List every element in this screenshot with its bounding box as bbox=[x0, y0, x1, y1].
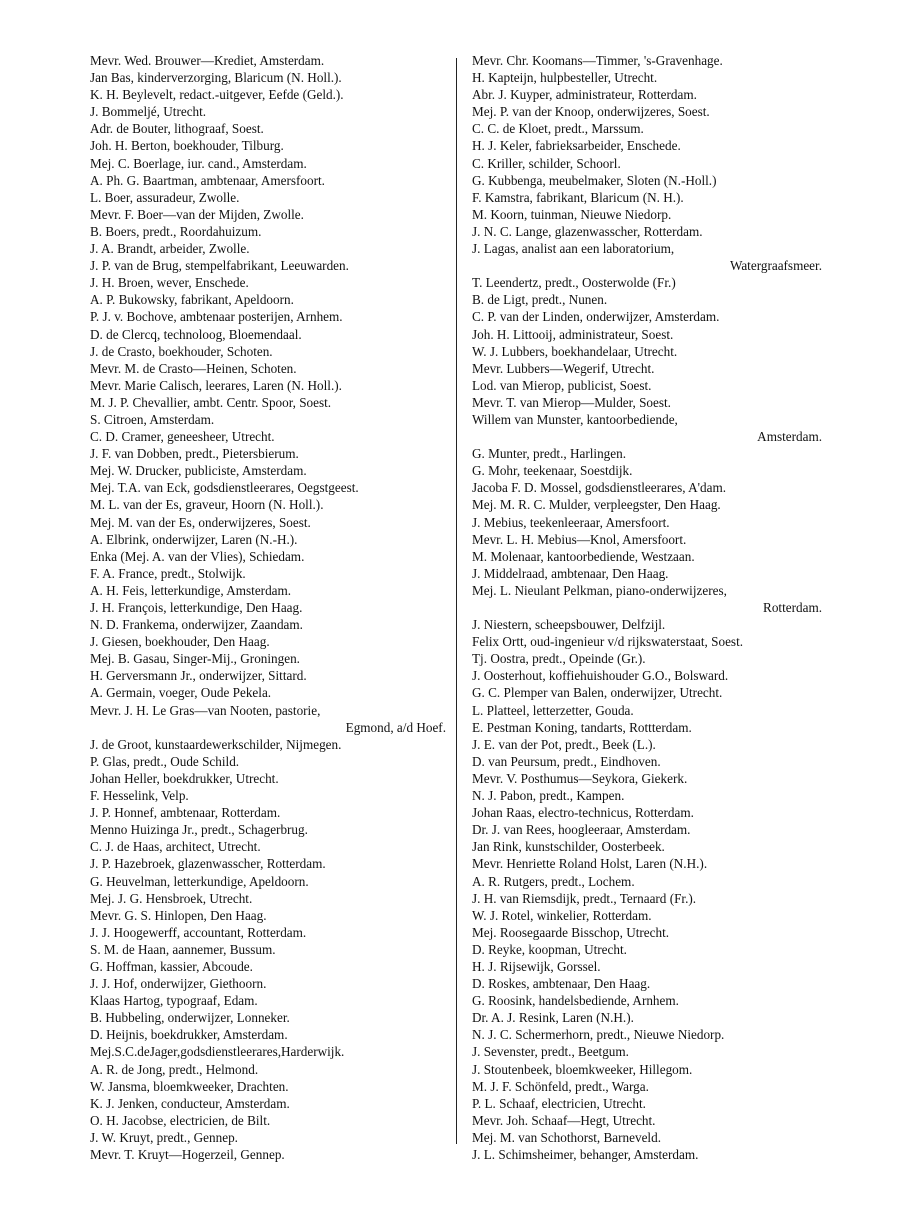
list-entry: Jan Bas, kinderverzorging, Blaricum (N. Holl.). bbox=[90, 70, 342, 86]
list-entry: Enka (Mej. A. van der Vlies), Schiedam. bbox=[90, 548, 305, 564]
list-entry: Mevr. Chr. Koomans—Timmer, 's-Gravenhage. bbox=[472, 53, 723, 68]
list-entry: J. F. van Dobben, predt., Pietersbierum. bbox=[90, 446, 299, 462]
list-entry: J. E. van der Pot, predt., Beek (L.). bbox=[472, 736, 656, 752]
list-entry: Mej.S.C.deJager,godsdienstleerares,Harderwijk. bbox=[90, 1044, 345, 1060]
list-entry: J. Stoutenbeek, bloemkweeker, Hillegom. bbox=[472, 1061, 693, 1077]
list-entry: L. Platteel, letterzetter, Gouda. bbox=[472, 702, 634, 718]
list-entry: D. Heijnis, boekdrukker, Amsterdam. bbox=[90, 1027, 288, 1043]
list-entry: G. C. Plemper van Balen, onderwijzer, Utrecht. bbox=[472, 685, 723, 701]
list-entry: H. J. Keler, fabrieksarbeider, Enschede. bbox=[472, 138, 681, 154]
list-entry: C. D. Cramer, geneesheer, Utrecht. bbox=[90, 429, 275, 445]
list-entry: L. Boer, assuradeur, Zwolle. bbox=[90, 189, 240, 205]
list-entry: Mej. M. van der Es, onderwijzeres, Soest. bbox=[90, 514, 311, 530]
list-entry: Mevr. F. Boer—van der Mijden, Zwolle. bbox=[90, 206, 304, 222]
list-entry: T. Leendertz, predt., Oosterwolde (Fr.) bbox=[472, 275, 676, 291]
list-entry: D. de Clercq, technoloog, Bloemendaal. bbox=[90, 326, 302, 342]
list-entry: J. Lagas, analist aan een laboratorium, bbox=[472, 241, 675, 257]
list-entry: Mej. L. Nieulant Pelkman, piano-onderwijzeres, bbox=[472, 582, 727, 598]
list-entry: Joh. H. Berton, boekhouder, Tilburg. bbox=[90, 138, 284, 154]
list-entry: Mevr. Joh. Schaaf—Hegt, Utrecht. bbox=[472, 1112, 656, 1128]
list-entry: M. L. van der Es, graveur, Hoorn (N. Holl.). bbox=[90, 497, 324, 513]
list-entry: Mevr. Wed. Brouwer—Krediet, Amsterdam. bbox=[90, 53, 325, 68]
list-entry: W. Jansma, bloemkweeker, Drachten. bbox=[90, 1078, 289, 1094]
list-entry: J. J. Hoogewerff, accountant, Rotterdam. bbox=[90, 924, 307, 940]
list-entry: W. J. Lubbers, boekhandelaar, Utrecht. bbox=[472, 343, 678, 359]
list-entry: J. H. Broen, wever, Enschede. bbox=[90, 275, 249, 291]
list-entry: H. Kapteijn, hulpbesteller, Utrecht. bbox=[472, 70, 658, 86]
list-entry: C. P. van der Linden, onderwijzer, Amsterdam. bbox=[472, 309, 720, 325]
list-entry: M. Koorn, tuinman, Nieuwe Niedorp. bbox=[472, 206, 672, 222]
list-entry: Dr. J. van Rees, hoogleeraar, Amsterdam. bbox=[472, 822, 691, 838]
list-entry: Mevr. T. van Mierop—Mulder, Soest. bbox=[472, 394, 671, 410]
list-entry: N. J. Pabon, predt., Kampen. bbox=[472, 788, 625, 804]
list-entry: F. Kamstra, fabrikant, Blaricum (N. H.). bbox=[472, 189, 684, 205]
list-entry: Mevr. L. H. Mebius—Knol, Amersfoort. bbox=[472, 531, 687, 547]
left-column bbox=[90, 52, 446, 1163]
list-entry: Menno Huizinga Jr., predt., Schagerbrug. bbox=[90, 822, 308, 838]
list-entry: M. J. P. Chevallier, ambt. Centr. Spoor, Soest. bbox=[90, 394, 332, 410]
list-entry: D. Roskes, ambtenaar, Den Haag. bbox=[472, 976, 651, 992]
list-entry: Mevr. Lubbers—Wegerif, Utrecht. bbox=[472, 360, 655, 376]
list-entry: N. J. C. Schermerhorn, predt., Nieuwe Niedorp. bbox=[472, 1027, 725, 1043]
list-entry: P. L. Schaaf, electricien, Utrecht. bbox=[472, 1095, 646, 1111]
list-entry: G. Mohr, teekenaar, Soestdijk. bbox=[472, 463, 633, 479]
list-entry: A. R. Rutgers, predt., Lochem. bbox=[472, 873, 635, 889]
list-entry: M. J. F. Schönfeld, predt., Warga. bbox=[472, 1078, 649, 1094]
list-entry: J. H. van Riemsdijk, predt., Ternaard (Fr.). bbox=[472, 890, 697, 906]
list-entry: Mevr. V. Posthumus—Seykora, Giekerk. bbox=[472, 770, 688, 786]
list-entry: F. A. France, predt., Stolwijk. bbox=[90, 565, 246, 581]
list-entry: J. Sevenster, predt., Beetgum. bbox=[472, 1044, 629, 1060]
list-entry: Jan Rink, kunstschilder, Oosterbeek. bbox=[472, 839, 665, 855]
list-entry: J. W. Kruyt, predt., Gennep. bbox=[90, 1129, 238, 1145]
list-entry: J. J. Hof, onderwijzer, Giethoorn. bbox=[90, 976, 267, 992]
list-entry: Joh. H. Littooij, administrateur, Soest. bbox=[472, 326, 674, 342]
list-entry: K. H. Beylevelt, redact.-uitgever, Eefde (Geld.). bbox=[90, 87, 344, 103]
list-entry: Mej. M. van Schothorst, Barneveld. bbox=[472, 1129, 661, 1145]
list-entry: Mej. T.A. van Eck, godsdienstleerares, Oegstgeest. bbox=[90, 480, 359, 496]
list-entry: G. Roosink, handelsbediende, Arnhem. bbox=[472, 993, 679, 1009]
list-entry: Mevr. Marie Calisch, leerares, Laren (N. Holl.). bbox=[90, 377, 342, 393]
list-entry: Mej. M. R. C. Mulder, verpleegster, Den Haag. bbox=[472, 497, 721, 513]
list-entry: N. D. Frankema, onderwijzer, Zaandam. bbox=[90, 617, 303, 633]
list-entry: C. Kriller, schilder, Schoorl. bbox=[472, 155, 621, 171]
list-entry: W. J. Rotel, winkelier, Rotterdam. bbox=[472, 907, 652, 923]
list-entry: B. Boers, predt., Roordahuizum. bbox=[90, 223, 262, 239]
list-entry: B. Hubbeling, onderwijzer, Lonneker. bbox=[90, 1010, 290, 1026]
list-entry: Amsterdam. bbox=[757, 429, 822, 445]
list-entry: Mevr. G. S. Hinlopen, Den Haag. bbox=[90, 907, 267, 923]
list-entry: A. H. Feis, letterkundige, Amsterdam. bbox=[90, 582, 292, 598]
list-entry: Egmond, a/d Hoef. bbox=[345, 719, 446, 735]
list-entry: M. Molenaar, kantoorbediende, Westzaan. bbox=[472, 548, 695, 564]
list-entry: G. Kubbenga, meubelmaker, Sloten (N.-Holl.) bbox=[472, 172, 717, 188]
list-entry: Jacoba F. D. Mossel, godsdienstleerares, A'dam. bbox=[472, 480, 727, 496]
list-entry: A. Elbrink, onderwijzer, Laren (N.-H.). bbox=[90, 531, 298, 547]
list-entry: J. N. C. Lange, glazenwasscher, Rotterdam. bbox=[472, 223, 703, 239]
list-entry: Mej. Roosegaarde Bisschop, Utrecht. bbox=[472, 924, 670, 940]
list-entry: J. Niestern, scheepsbouwer, Delfzijl. bbox=[472, 617, 666, 633]
list-entry: P. Glas, predt., Oude Schild. bbox=[90, 753, 240, 769]
list-entry: A. Germain, voeger, Oude Pekela. bbox=[90, 685, 272, 701]
list-entry: Abr. J. Kuyper, administrateur, Rotterdam. bbox=[472, 87, 697, 103]
list-entry: Adr. de Bouter, lithograaf, Soest. bbox=[90, 121, 264, 137]
list-entry: Mevr. M. de Crasto—Heinen, Schoten. bbox=[90, 360, 297, 376]
list-entry: Mevr. J. H. Le Gras—van Nooten, pastorie, bbox=[90, 702, 321, 718]
list-entry: J. L. Schimsheimer, behanger, Amsterdam. bbox=[472, 1147, 699, 1162]
list-entry: G. Munter, predt., Harlingen. bbox=[472, 446, 627, 462]
list-entry: G. Hoffman, kassier, Abcoude. bbox=[90, 958, 253, 974]
list-entry: J. Middelraad, ambtenaar, Den Haag. bbox=[472, 565, 669, 581]
list-entry: O. H. Jacobse, electricien, de Bilt. bbox=[90, 1112, 271, 1128]
list-entry: A. P. Bukowsky, fabrikant, Apeldoorn. bbox=[90, 292, 294, 308]
list-entry: H. J. Rijsewijk, Gorssel. bbox=[472, 958, 601, 974]
list-entry: D. van Peursum, predt., Eindhoven. bbox=[472, 753, 661, 769]
list-entry: Dr. A. J. Resink, Laren (N.H.). bbox=[472, 1010, 634, 1026]
list-entry: Mej. C. Boerlage, iur. cand., Amsterdam. bbox=[90, 155, 307, 171]
list-entry: A. Ph. G. Baartman, ambtenaar, Amersfoort. bbox=[90, 172, 325, 188]
list-entry: C. C. de Kloet, predt., Marssum. bbox=[472, 121, 644, 137]
list-entry: P. J. v. Bochove, ambtenaar posterijen, Arnhem. bbox=[90, 309, 343, 325]
list-entry: J. A. Brandt, arbeider, Zwolle. bbox=[90, 241, 250, 257]
list-entry: Tj. Oostra, predt., Opeinde (Gr.). bbox=[472, 651, 646, 667]
list-entry: K. J. Jenken, conducteur, Amsterdam. bbox=[90, 1095, 290, 1111]
list-entry: J. H. François, letterkundige, Den Haag. bbox=[90, 600, 303, 615]
list-entry: J. Giesen, boekhouder, Den Haag. bbox=[90, 634, 270, 650]
list-entry: F. Hesselink, Velp. bbox=[90, 788, 189, 804]
list-entry: Mej. P. van der Knoop, onderwijzeres, Soest. bbox=[472, 104, 710, 120]
list-entry: Johan Heller, boekdrukker, Utrecht. bbox=[90, 770, 279, 786]
list-entry: G. Heuvelman, letterkundige, Apeldoorn. bbox=[90, 873, 309, 889]
list-entry: A. R. de Jong, predt., Helmond. bbox=[90, 1061, 259, 1077]
list-entry: J. P. Hazebroek, glazenwasscher, Rotterdam. bbox=[90, 856, 326, 872]
list-entry: S. Citroen, Amsterdam. bbox=[90, 411, 215, 427]
list-entry: B. de Ligt, predt., Nunen. bbox=[472, 292, 608, 308]
list-entry: J. de Groot, kunstaardewerkschilder, Nijmegen. bbox=[90, 736, 342, 752]
list-entry: J. P. Honnef, ambtenaar, Rotterdam. bbox=[90, 805, 281, 821]
list-entry: Mej. W. Drucker, publiciste, Amsterdam. bbox=[90, 463, 307, 479]
list-entry: J. Mebius, teekenleeraar, Amersfoort. bbox=[472, 514, 670, 530]
list-entry: C. J. de Haas, architect, Utrecht. bbox=[90, 839, 261, 855]
list-entry: Mej. B. Gasau, Singer-Mij., Groningen. bbox=[90, 651, 300, 667]
list-entry: J. P. van de Brug, stempelfabrikant, Leeuwarden. bbox=[90, 258, 349, 274]
list-entry: Mej. J. G. Hensbroek, Utrecht. bbox=[90, 890, 253, 906]
list-entry: Lod. van Mierop, publicist, Soest. bbox=[472, 377, 652, 393]
list-entry: D. Reyke, koopman, Utrecht. bbox=[472, 941, 627, 957]
list-entry: Watergraafsmeer. bbox=[729, 258, 822, 274]
list-entry: J. Bommeljé, Utrecht. bbox=[90, 104, 207, 120]
list-entry: J. Oosterhout, koffiehuishouder G.O., Bolsward. bbox=[472, 668, 729, 684]
list-entry: Willem van Munster, kantoorbediende, bbox=[472, 411, 678, 427]
list-entry: Mevr. Henriette Roland Holst, Laren (N.H.). bbox=[472, 856, 708, 872]
list-entry: Rotterdam. bbox=[763, 600, 822, 615]
list-entry: S. M. de Haan, aannemer, Bussum. bbox=[90, 941, 276, 957]
list-entry: E. Pestman Koning, tandarts, Rottterdam. bbox=[472, 719, 692, 735]
right-column bbox=[472, 52, 822, 1163]
list-entry: Johan Raas, electro-technicus, Rotterdam. bbox=[472, 805, 694, 821]
list-entry: Mevr. T. Kruyt—Hogerzeil, Gennep. bbox=[90, 1147, 285, 1162]
list-entry: Felix Ortt, oud-ingenieur v/d rijkswaterstaat, Soest. bbox=[472, 634, 744, 650]
list-entry: Klaas Hartog, typograaf, Edam. bbox=[90, 993, 258, 1009]
list-entry: H. Gerversmann Jr., onderwijzer, Sittard. bbox=[90, 668, 307, 684]
list-entry: J. de Crasto, boekhouder, Schoten. bbox=[90, 343, 273, 359]
column-divider bbox=[456, 58, 457, 1144]
